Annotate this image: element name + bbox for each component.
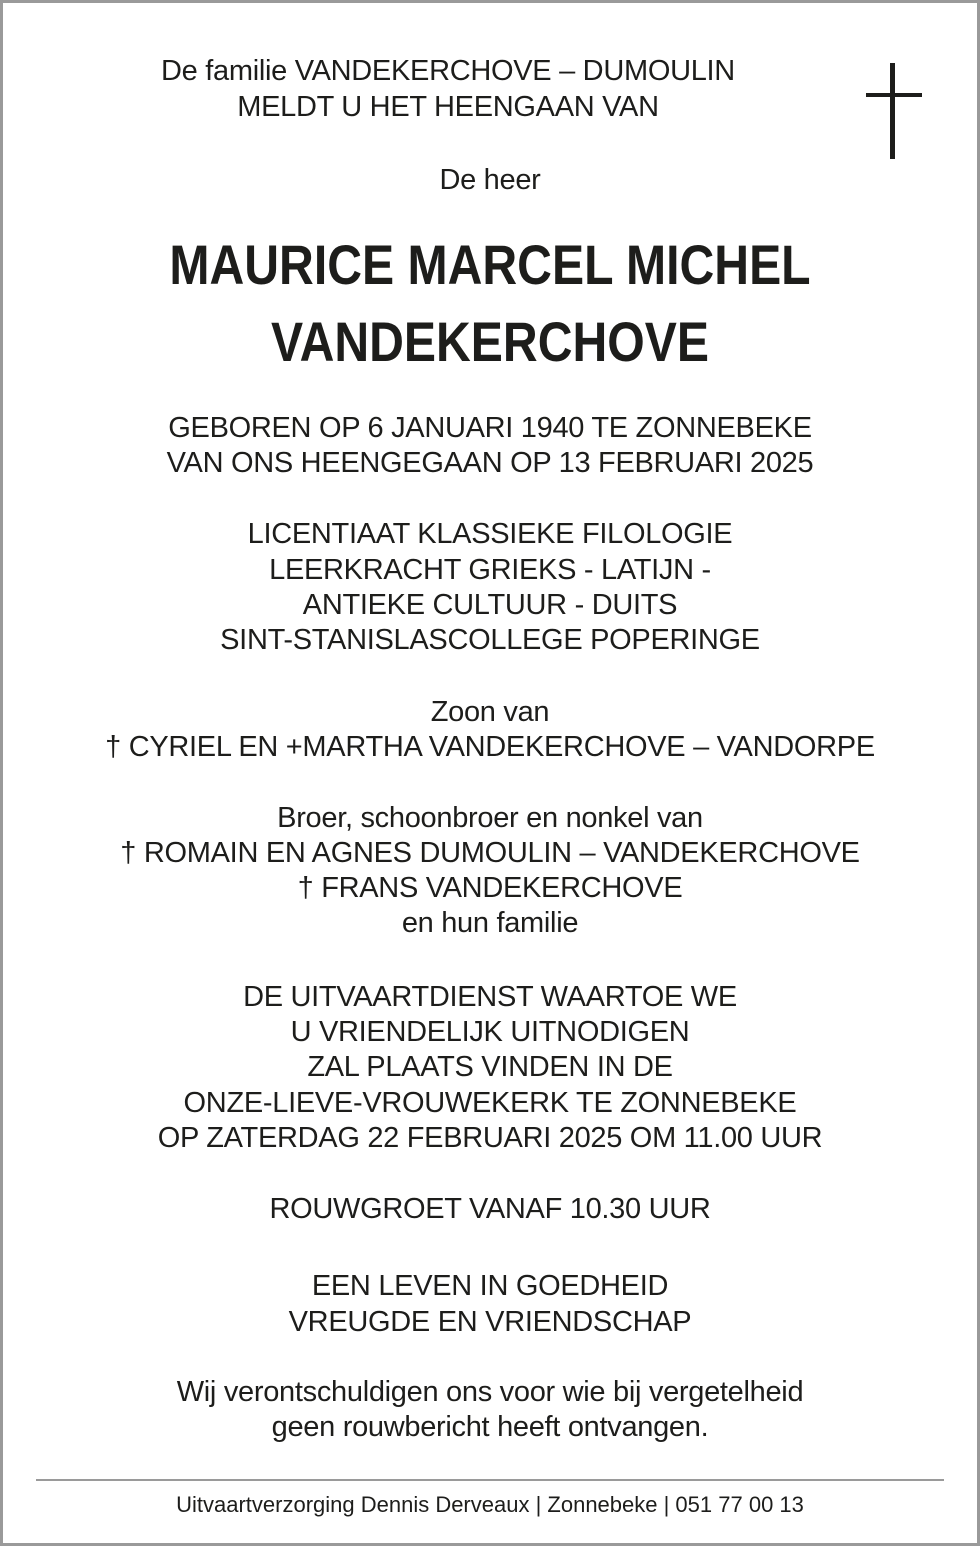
header-family-line: De familie VANDEKERCHOVE – DUMOULIN (161, 55, 735, 87)
service-line: OP ZATERDAG 22 FEBRUARI 2025 OM 11.00 UUR (157, 1122, 823, 1154)
service-line: ZAL PLAATS VINDEN IN DE (307, 1051, 673, 1083)
birth-date: GEBOREN OP 6 JANUARI 1940 TE ZONNEBEKE (168, 412, 812, 444)
career-line: LEERKRACHT GRIEKS - LATIJN - (269, 554, 711, 586)
career-line: LICENTIAAT KLASSIEKE FILOLOGIE (247, 518, 733, 550)
sibling-name: † ROMAIN EN AGNES DUMOULIN – VANDEKERCHOVE (120, 837, 860, 869)
apology-line: Wij verontschuldigen ons voor wie bij vergetelheid (176, 1376, 804, 1408)
career-line: SINT-STANISLASCOLLEGE POPERINGE (220, 624, 760, 656)
motto-line: EEN LEVEN IN GOEDHEID (311, 1270, 669, 1302)
deceased-name-line1: MAURICE MARCEL MICHEL (169, 233, 811, 296)
salutation: De heer (439, 164, 541, 196)
motto-line: VREUGDE EN VRIENDSCHAP (288, 1306, 692, 1338)
sibling-name: † FRANS VANDEKERCHOVE (297, 872, 683, 904)
siblings-intro: Broer, schoonbroer en nonkel van (277, 802, 703, 834)
service-line: U VRIENDELIJK UITNODIGEN (290, 1016, 690, 1048)
parents-names: † CYRIEL EN +MARTHA VANDEKERCHOVE – VANDORPE (105, 731, 875, 763)
funeral-home-footer: Uitvaartverzorging Dennis Derveaux | Zonnebeke | 051 77 00 13 (176, 1492, 804, 1517)
service-line: DE UITVAARTDIENST WAARTOE WE (243, 981, 737, 1013)
deceased-name-line2: VANDEKERCHOVE (271, 310, 709, 373)
apology-line: geen rouwbericht heeft ontvangen. (271, 1411, 709, 1443)
siblings-outro: en hun familie (401, 907, 579, 939)
service-line: ONZE-LIEVE-VROUWEKERK TE ZONNEBEKE (183, 1087, 797, 1119)
death-date: VAN ONS HEENGEGAAN OP 13 FEBRUARI 2025 (166, 447, 814, 479)
parents-intro: Zoon van (430, 696, 550, 728)
career-line: ANTIEKE CULTUUR - DUITS (302, 589, 678, 621)
header-announcement-line: MELDT U HET HEENGAAN VAN (237, 91, 659, 123)
condolence-time: ROUWGROET VANAF 10.30 UUR (269, 1193, 711, 1225)
footer-divider (36, 1479, 944, 1481)
